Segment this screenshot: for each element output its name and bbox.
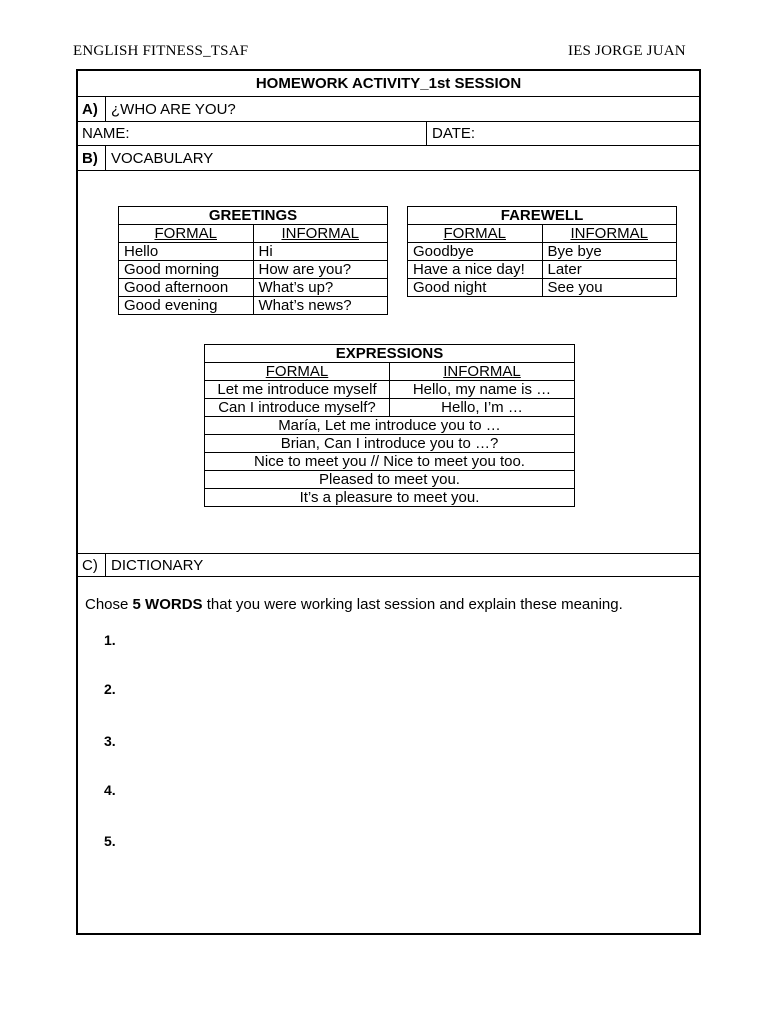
table-cell: Good morning: [119, 261, 254, 279]
farewell-col-formal: FORMAL: [408, 225, 543, 243]
name-date-row: [78, 122, 699, 146]
table-cell: Pleased to meet you.: [205, 471, 575, 489]
table-cell: Good night: [408, 279, 543, 297]
table-row: [119, 297, 388, 315]
table-row: [408, 279, 677, 297]
table-cell: How are you?: [253, 261, 388, 279]
table-row: [205, 435, 575, 453]
expressions-col-formal: FORMAL: [205, 363, 390, 381]
table-row: [119, 261, 388, 279]
section-b-label: VOCABULARY: [111, 149, 214, 167]
table-cell: Good afternoon: [119, 279, 254, 297]
instruction-text: Chose 5 WORDS that you were working last session and explain these meaning.: [85, 596, 623, 613]
instruction-highlight: 5 WORDS: [132, 596, 203, 613]
table-cell: Have a nice day!: [408, 261, 543, 279]
table-cell: Hello: [119, 243, 254, 261]
header-right: IES JORGE JUAN: [568, 43, 686, 59]
table-row: [205, 489, 575, 507]
table-row: [408, 243, 677, 261]
title-row: [78, 71, 699, 97]
greetings-col-informal: INFORMAL: [253, 225, 388, 243]
section-b-row: [78, 146, 699, 171]
table-cell: What’s news?: [253, 297, 388, 315]
answer-number-5: 5.: [104, 833, 116, 849]
answer-number-4: 4.: [104, 782, 116, 798]
table-row: [205, 381, 575, 399]
header-left: ENGLISH FITNESS_TSAF: [73, 43, 249, 59]
section-c-letter: C): [82, 556, 98, 574]
expressions-table: [204, 344, 575, 507]
greetings-table: [118, 206, 388, 315]
table-row: [205, 417, 575, 435]
table-cell: Brian, Can I introduce you to …?: [205, 435, 575, 453]
table-row: [205, 399, 575, 417]
greetings-title: GREETINGS: [119, 207, 388, 225]
expressions-col-informal: INFORMAL: [390, 363, 575, 381]
section-a-letter: A): [82, 100, 98, 118]
table-cell: Nice to meet you // Nice to meet you too.: [205, 453, 575, 471]
section-c-label: DICTIONARY: [111, 556, 204, 574]
table-cell: Later: [542, 261, 677, 279]
table-cell: Let me introduce myself: [205, 381, 390, 399]
answer-number-1: 1.: [104, 632, 116, 648]
table-cell: Hello, I’m …: [390, 399, 575, 417]
answer-number-2: 2.: [104, 681, 116, 697]
table-cell: Goodbye: [408, 243, 543, 261]
section-a-label: ¿WHO ARE YOU?: [111, 100, 236, 118]
table-row: [205, 453, 575, 471]
answer-number-3: 3.: [104, 733, 116, 749]
table-cell: María, Let me introduce you to …: [205, 417, 575, 435]
section-c-row: [78, 553, 699, 577]
table-cell: Can I introduce myself?: [205, 399, 390, 417]
table-cell: Hello, my name is …: [390, 381, 575, 399]
worksheet-title: HOMEWORK ACTIVITY_1st SESSION: [255, 75, 522, 92]
name-field[interactable]: NAME:: [82, 125, 130, 142]
farewell-title: FAREWELL: [408, 207, 677, 225]
section-b-letter: B): [82, 149, 98, 167]
table-row: [408, 261, 677, 279]
expressions-title: EXPRESSIONS: [205, 345, 575, 363]
section-a-row: [78, 97, 699, 122]
date-field[interactable]: DATE:: [432, 125, 476, 142]
farewell-table: [407, 206, 677, 297]
table-cell: See you: [542, 279, 677, 297]
table-row: [119, 279, 388, 297]
table-cell: What’s up?: [253, 279, 388, 297]
table-cell: Bye bye: [542, 243, 677, 261]
table-cell: Hi: [253, 243, 388, 261]
greetings-col-formal: FORMAL: [119, 225, 254, 243]
table-cell: It’s a pleasure to meet you.: [205, 489, 575, 507]
table-cell: Good evening: [119, 297, 254, 315]
table-row: [119, 243, 388, 261]
table-row: [205, 471, 575, 489]
farewell-col-informal: INFORMAL: [542, 225, 677, 243]
